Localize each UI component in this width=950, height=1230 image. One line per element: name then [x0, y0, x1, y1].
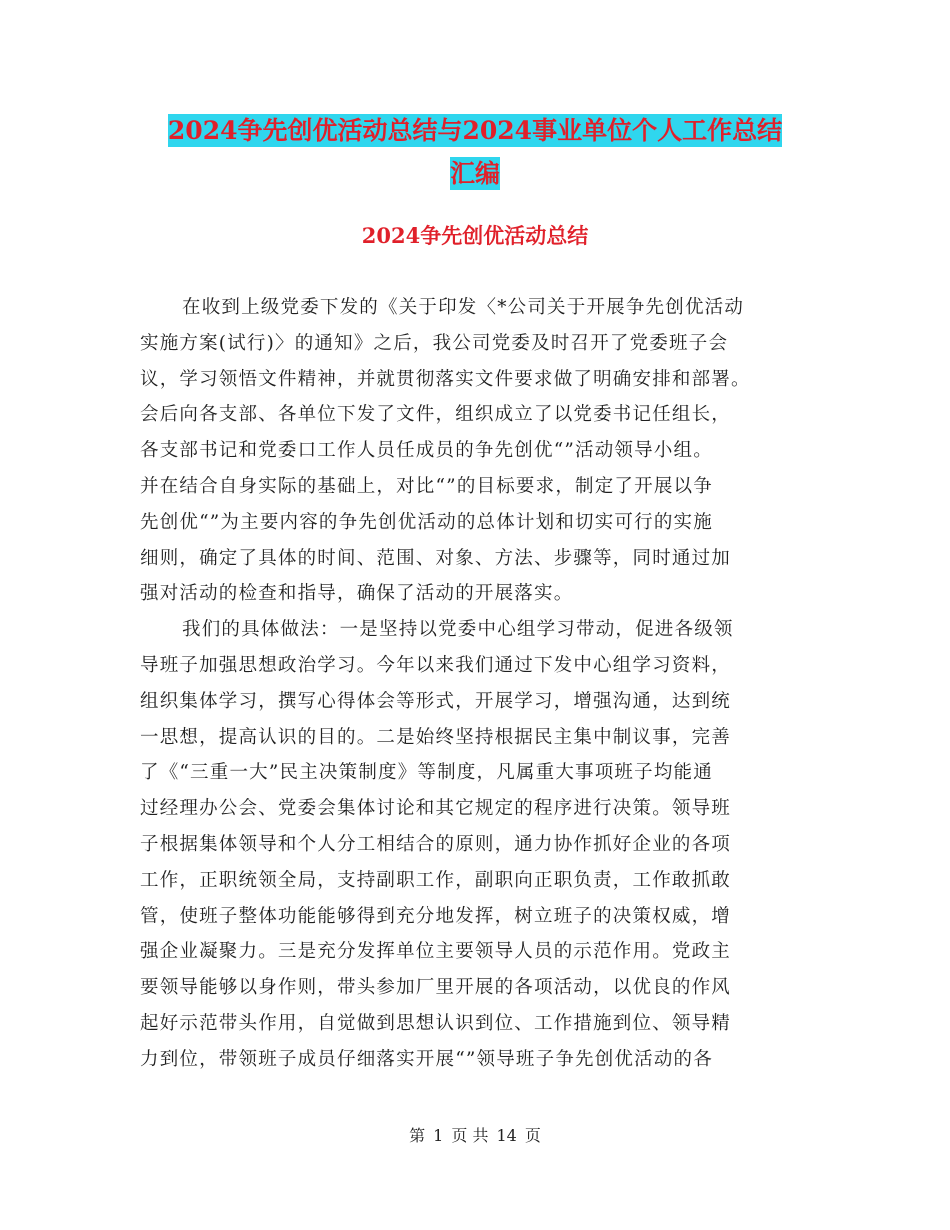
paragraph-2-line: 工作，正职统领全局，支持副职工作，副职向正职负责，工作敢抓敢 — [140, 869, 732, 891]
paragraph-1-line: 议，学习领悟文件精神，并就贯彻落实文件要求做了明确安排和部署。 — [140, 368, 751, 390]
paragraph-2-line: 管，使班子整体功能能够得到充分地发挥，树立班子的决策权威，增 — [140, 905, 732, 927]
paragraph-1-line: 在收到上级党委下发的《关于印发〈*公司关于开展争先创优活动 — [182, 297, 745, 318]
total-page-count: 14 — [496, 1126, 517, 1145]
paragraph-2-line: 力到位，带领班子成员仔细落实开展“”领导班子争先创优活动的各 — [140, 1048, 713, 1070]
footer-suffix: 页 — [524, 1126, 541, 1145]
paragraph-2-line: 我们的具体做法：一是坚持以党委中心组学习带动，促进各级领 — [182, 619, 734, 641]
document-title-line-2 — [0, 153, 950, 195]
paragraph-2-line: 组织集体学习，撰写心得体会等形式，开展学习，增强沟通，达到统 — [140, 690, 732, 712]
paragraph-1-line: 先创优“”为主要内容的争先创优活动的总体计划和切实可行的实施 — [140, 511, 713, 533]
paragraph-2-line: 了《“三重一大”民主决策制度》等制度，凡属重大事项班子均能通 — [140, 762, 713, 784]
document-title-line-1 — [0, 110, 950, 152]
paragraph-1-line: 会后向各支部、各单位下发了文件，组织成立了以党委书记任组长， — [140, 404, 732, 426]
paragraph-2-line: 起好示范带头作用，自觉做到思想认识到位、工作措施到位、领导精 — [140, 1012, 732, 1034]
paragraph-1-line: 各支部书记和党委口工作人员任成员的争先创优“”活动领导小组。 — [140, 440, 713, 462]
paragraph-2-line: 子根据集体领导和个人分工相结合的原则，通力协作抓好企业的各项 — [140, 833, 732, 855]
page-footer — [0, 1124, 950, 1148]
document-title-text-1: 2024争先创优活动总结与2024事业单位个人工作总结 — [167, 116, 783, 145]
paragraph-2-line: 导班子加强思想政治学习。今年以来我们通过下发中心组学习资料， — [140, 654, 732, 676]
paragraph-1-line: 细则，确定了具体的时间、范围、对象、方法、步骤等，同时通过加 — [140, 547, 732, 569]
section-title: 2024争先创优活动总结 — [361, 223, 589, 248]
paragraph-2-line: 一思想，提高认识的目的。二是始终坚持根据民主集中制议事，完善 — [140, 726, 732, 748]
footer-middle: 页 共 — [451, 1126, 489, 1145]
footer-prefix: 第 — [409, 1126, 426, 1145]
current-page-number: 1 — [433, 1126, 444, 1145]
paragraph-2-line: 过经理办公会、党委会集体讨论和其它规定的程序进行决策。领导班 — [140, 798, 732, 820]
paragraph-1-line: 强对活动的检查和指导，确保了活动的开展落实。 — [140, 583, 574, 605]
document-title-text-2: 汇编 — [449, 159, 500, 188]
paragraph-1-line: 并在结合自身实际的基础上，对比“”的目标要求，制定了开展以争 — [140, 475, 713, 497]
paragraph-2-line: 强企业凝聚力。三是充分发挥单位主要领导人员的示范作用。党政主 — [140, 941, 732, 963]
paragraph-2-line: 要领导能够以身作则，带头参加厂里开展的各项活动，以优良的作风 — [140, 977, 732, 999]
paragraph-1-line: 实施方案(试行)〉的通知》之后，我公司党委及时召开了党委班子会 — [140, 332, 729, 354]
document-body — [140, 290, 810, 1078]
